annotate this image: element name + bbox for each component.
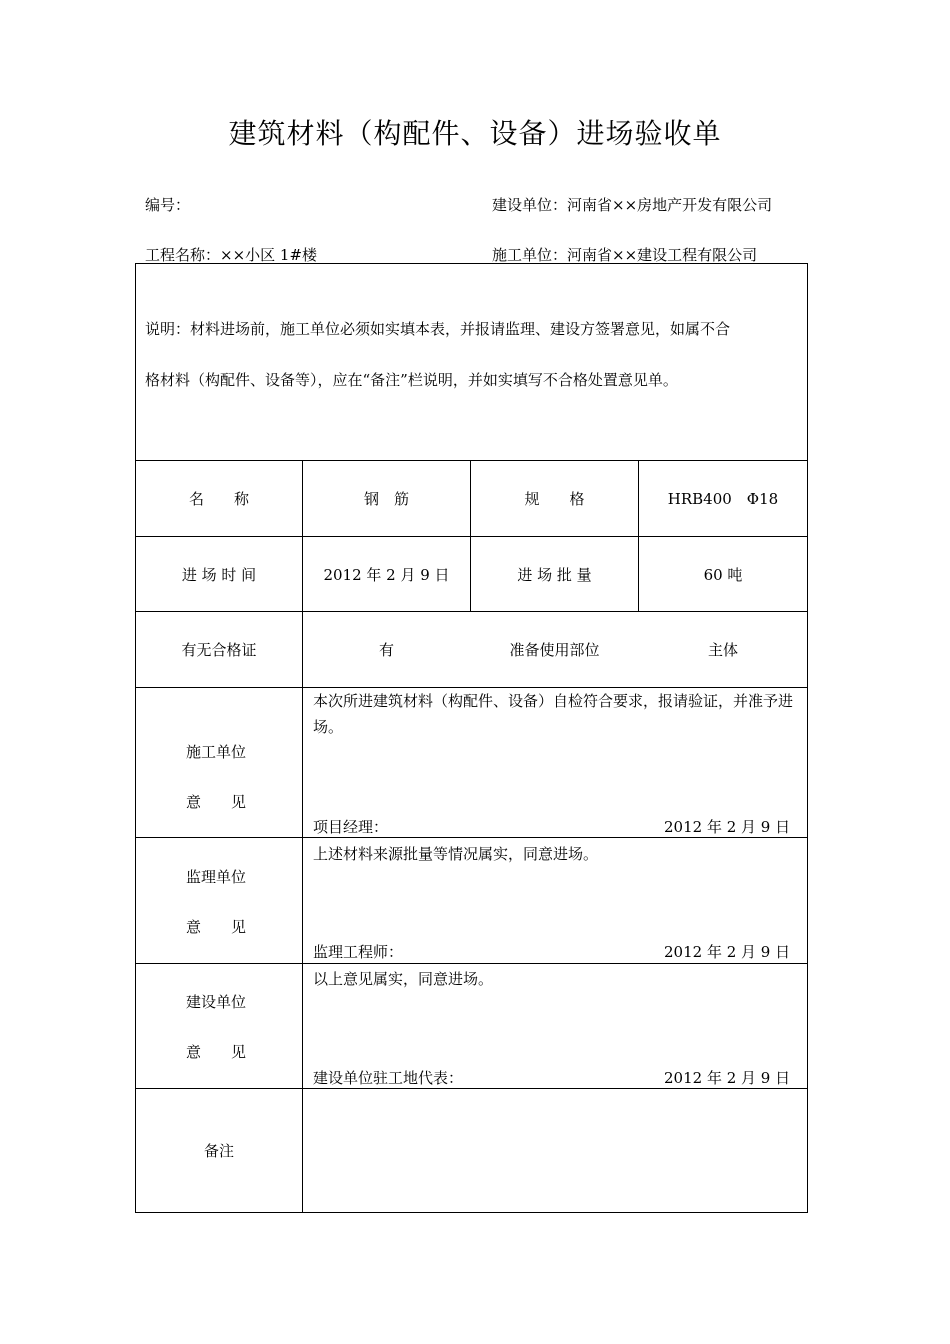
form-title: 建筑材料（构配件、设备）进场验收单	[228, 117, 722, 150]
owner-opinion-label-2: 意 见	[186, 1043, 247, 1061]
spec-value: HRB400 Φ18	[667, 490, 779, 508]
quantity-label: 进 场 批 量	[517, 565, 592, 584]
contractor-unit: 施工单位：河南省××建设工程有限公司	[492, 246, 758, 264]
certificate-label: 有无合格证	[181, 641, 257, 659]
row-divider	[135, 963, 808, 964]
contractor-opinion-label-2: 意 见	[186, 793, 247, 811]
spec-label: 规 格	[524, 490, 585, 508]
contractor-opinion-label: 施工单位	[186, 743, 247, 761]
owner-opinion-text: 以上意见属实，同意进场。	[313, 970, 494, 988]
remarks-value[interactable]	[303, 1089, 807, 1212]
supervisor-opinion-label: 监理单位	[186, 868, 247, 886]
usage-location-label: 准备使用部位	[509, 641, 600, 659]
remarks-label: 备注	[203, 1142, 234, 1160]
supervisor-opinion-text: 上述材料来源批量等情况属实，同意进场。	[313, 845, 599, 863]
contractor-opinion-date: 2012 年 2 月 9 日	[664, 818, 791, 836]
supervisor-opinion-label-2: 意 见	[186, 918, 247, 936]
row-divider	[135, 837, 808, 838]
owner-signer: 建设单位驻工地代表：	[313, 1069, 464, 1087]
contractor-signer: 项目经理：	[313, 818, 389, 836]
date-value: 2012 年 2 月 9 日	[323, 565, 450, 584]
usage-location-value: 主体	[707, 641, 738, 659]
supervisor-signer: 监理工程师：	[313, 943, 404, 961]
instructions-line-2: 格材料（构配件、设备等），应在“备注”栏说明，并如实填写不合格处置意见单。	[145, 371, 678, 389]
name-label: 名 称	[188, 490, 249, 508]
quantity-value: 60 吨	[703, 565, 743, 584]
owner-opinion-date: 2012 年 2 月 9 日	[664, 1069, 791, 1087]
owner-opinion-label: 建设单位	[186, 993, 247, 1011]
owner-unit: 建设单位：河南省××房地产开发有限公司	[492, 196, 773, 214]
date-label: 进 场 时 间	[181, 565, 257, 584]
supervisor-opinion-date: 2012 年 2 月 9 日	[664, 943, 791, 961]
name-value: 钢 筋	[363, 490, 409, 508]
project-name: 工程名称：××小区 1#楼	[145, 246, 318, 264]
instructions-line-1: 说明：材料进场前，施工单位必须如实填本表，并报请监理、建设方签署意见，如属不合	[145, 320, 731, 338]
number-label: 编号：	[145, 196, 191, 214]
contractor-opinion-text: 本次所进建筑材料（构配件、设备）自检符合要求，报请验证，并准予进场。	[313, 692, 794, 736]
certificate-value: 有	[378, 641, 394, 659]
